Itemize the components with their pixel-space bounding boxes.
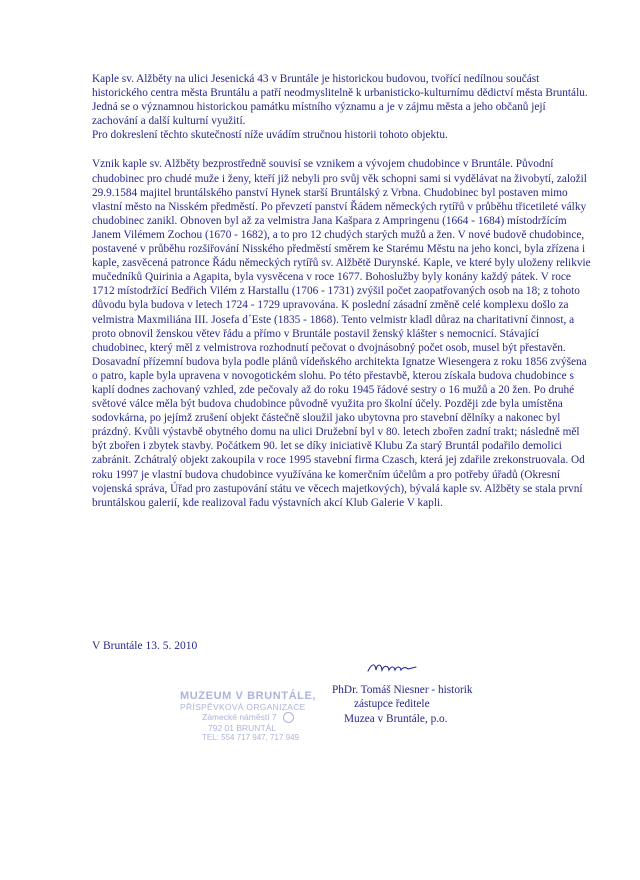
letter-body xyxy=(92,72,592,510)
author-role: zástupce ředitele xyxy=(354,698,430,711)
handwritten-signature xyxy=(366,655,418,677)
author-block xyxy=(332,683,473,726)
stamp-address xyxy=(202,712,344,723)
paragraph-intro xyxy=(92,72,592,142)
museum-stamp xyxy=(180,690,344,743)
stamp-phone: TEL: 554 717 947, 717 949 xyxy=(202,733,299,743)
paragraph-history: Vznik kaple sv. Alžběty bezprostředně souvisí se vznikem a vývojem chudobince v Bruntále. Původní chudobinec pro chudé muže i ženy, kteří již nebyli pro svůj věk schopni sami si vydělávat na živobytí, založil 29.9.1584 majitel bruntálského panství Hynek starší Bruntálský z Vrbna. Chudobinec byl postaven mimo vlastní město na Nisském předměstí. Po převzetí panství Řádem německých rytířů v průběhu třicetileté války chudobinec zanikl. Obnoven byl až za velmistra Jana Kašpara z Ampringenu (1664 - 1684) místodržícím Janem Vilémem Zochou (1670 - 1682), a to pro 12 chudých starých mužů a žen. V nové budově chudobince, postavené v průběhu rozšiřování Nisského předměstí směrem ke Starému Městu na jeho konci, byla zřízena i kaple, zasvěcená patronce Řádu německých rytířů sv. Alžbětě Durynské. Kaple, ve které byly uloženy relikvie mučedníků Quirinia a Agapita, byla vysvěcena v roce 1677. Bohoslužby byly konány každý pátek. V roce 1712 místodržící Bedřich Vilém z Harstallu (1706 - 1731) zvýšil počet zaopatřovaných osob na 18; z tohoto důvodu byla budova v letech 1724 - 1729 upravována. K poslední zásadní změně celé komplexu došlo za velmistra Maxmiliána III. Josefa d´Este (1835 - 1868). Tento velmistr kladl důraz na charitativní činnost, a proto obnovil ženskou větev řádu a přímo v Bruntále postavil ženský klášter s nemocnicí. Stávající chudobinec, který měl z velmistrova rozhodnutí pečovat o dvojnásobný počet osob, musel být přestavěn. Dosavadní přízemní budova byla podle plánů vídeňského architekta Ignatze Wiesengera z roku 1856 zvýšena o patro, kaple byla upravena v novogotickém slohu. Po této přestavbě, kterou získala budova chudobince s kaplí dodnes zachovaný vzhled, zde pečovaly až do roku 1945 řádové sestry o 16 mužů a 20 žen. Po druhé světové válce měla být budova chudobince původně využita pro školní účely. Později zde byla umístěna sodovkárna, po jejímž zrušení objekt částečně sloužil jako ubytovna pro stavební dělníky a nakonec byl prázdný. Kvůli výstavbě obytného domu na ulici Družební byl v 80. letech zbořen zadní trakt; následně měl být zbořen i zbytek stavby. Počátkem 90. let se díky iniciativě Klubu Za starý Bruntál podařilo demolici zabránit. Zchátralý objekt zakoupila v roce 1995 stavební firma Czasch, která jej zdařile zrekonstruovala. Od roku 1997 je vlastní budova chudobince využívána ke komerčním účelům a pro potřeby úřadů (Okresní vojenská správa, Úřad pro zastupování státu ve věcech majetkových), bývalá kaple sv. Alžběty se stala první bruntálskou galerií, kde realizoval řadu výstavních akcí Klub Galerie V kapli. xyxy=(92,158,591,509)
stamp-address-text: Zámecké náměstí 7 xyxy=(202,712,277,722)
author-organization: Muzea v Bruntále, p.o. xyxy=(344,712,448,725)
paragraph-intro-text: Kaple sv. Alžběty na ulici Jesenická 43 v Bruntále je historickou budovou, tvořící nedílnou součást historického centra města Bruntálu a patří neodmyslitelně k urbanisticko-kulturnímu dědictví města Bruntálu. Jedná se o významnou historickou památku místního významu a je v zájmu města a jeho občanů její zachování a další kulturní využití. xyxy=(92,73,588,128)
stamp-title: MUZEUM V BRUNTÁLE, xyxy=(180,690,317,702)
date-line: V Bruntále 13. 5. 2010 xyxy=(92,640,198,652)
author-name: PhDr. Tomáš Niesner - historik xyxy=(332,684,473,696)
paragraph-intro-closing: Pro dokreslení těchto skutečností níže uvádím stručnou historii tohoto objektu. xyxy=(92,129,448,142)
stamp-zip-city: 792 01 BRUNTÁL xyxy=(208,723,277,734)
stamp-badge-icon xyxy=(283,712,294,723)
stamp-subtitle: PŘÍSPĚVKOVÁ ORGANIZACE xyxy=(180,702,306,712)
